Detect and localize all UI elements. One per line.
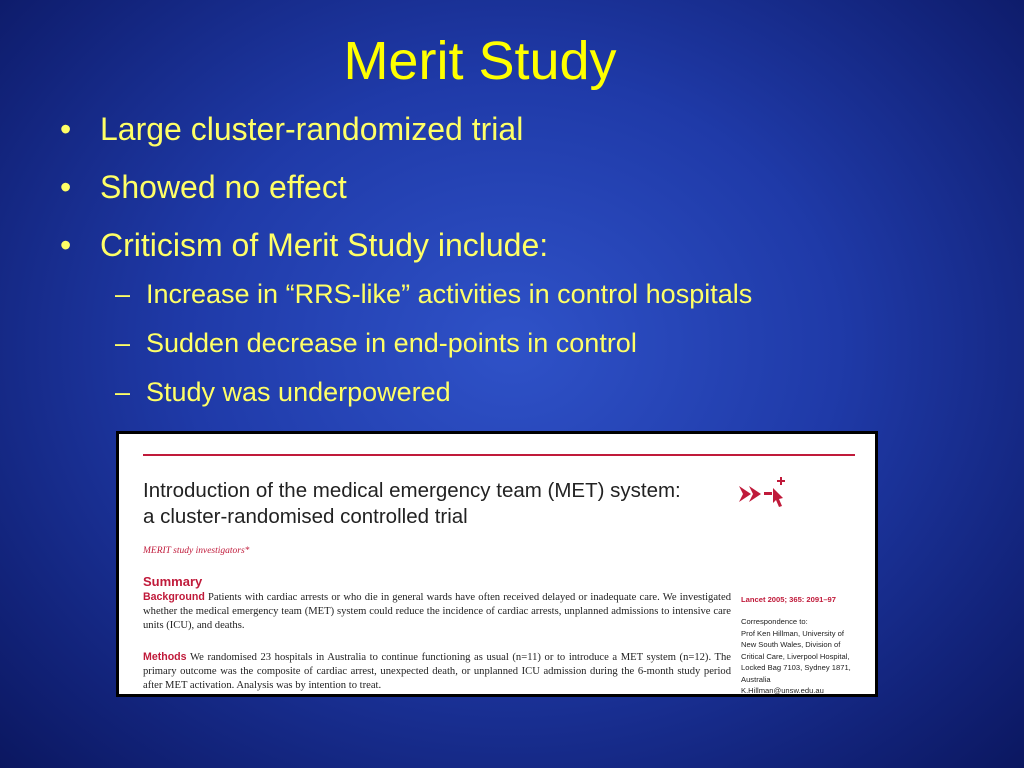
sub-bullet-marker: – (115, 328, 131, 358)
methods-paragraph (143, 650, 731, 693)
background-paragraph (143, 590, 731, 633)
methods-text: We randomised 23 hospitals in Australia to continue functioning as usual (n=11) or to introduce a MET system (n=12). The primary outcome was the composite of cardiac arrest, unexpected death, or unplanned ICU admission during the 6-month study period after MET activation. Analysis was by intention to treat. (143, 652, 731, 691)
lancet-arrow-plus-icon (737, 476, 797, 516)
summary-heading: Summary (143, 574, 203, 589)
bullet-marker: • (60, 227, 72, 263)
paper-title-line1: Introduction of the medical emergency team (MET) system: (143, 479, 681, 502)
sub-bullet-item (60, 376, 960, 408)
bullet-item (60, 168, 960, 206)
correspondence-line: Critical Care, Liverpool Hospital, (741, 651, 850, 661)
bullet-text: Criticism of Merit Study include: (100, 227, 549, 263)
correspondence-line: Correspondence to: (741, 617, 808, 626)
paper-title-line2: a cluster-randomised controlled trial (143, 505, 468, 528)
sub-bullet-text: Study was underpowered (146, 377, 451, 407)
background-text: Patients with cardiac arrests or who die in general wards have often received delayed or inadequate care. We investigated whether the medical emergency team (MET) system could reduce the incidence of cardiac arrests, unplanned admissions to intensive care units (ICU), and deaths. (143, 592, 731, 631)
sub-bullet-text: Increase in “RRS-like” activities in control hospitals (146, 279, 753, 309)
bullet-text: Showed no effect (100, 169, 347, 205)
paper-top-rule (143, 454, 855, 456)
bullet-marker: • (60, 169, 72, 205)
correspondence-line: Locked Bag 7103, Sydney 1871, (741, 663, 851, 672)
methods-heading: Methods (143, 651, 187, 663)
bullet-item (60, 226, 960, 264)
journal-citation: Lancet 2005; 365: 2091–97 (741, 595, 836, 604)
correspondence-line: Prof Ken Hillman, University of (741, 628, 844, 638)
bullet-text: Large cluster-randomized trial (100, 111, 524, 147)
paper-authors: MERIT study investigators* (143, 546, 250, 556)
bullet-list (60, 110, 960, 425)
sub-bullet-text: Sudden decrease in end-points in control (146, 328, 637, 358)
sub-bullet-item (60, 278, 960, 310)
sub-bullet-marker: – (115, 279, 131, 309)
slide-title: Merit Study (343, 31, 617, 91)
bullet-marker: • (60, 111, 72, 147)
paper-excerpt-image (116, 431, 878, 697)
bullet-item (60, 110, 960, 148)
correspondence-block (741, 616, 861, 697)
correspondence-email: K.Hillman@unsw.edu.au (741, 686, 824, 695)
sub-bullet-marker: – (115, 377, 131, 407)
paper-title (143, 478, 733, 530)
correspondence-line: New South Wales, Division of (741, 640, 841, 649)
correspondence-line: Australia (741, 674, 771, 684)
background-heading: Background (143, 591, 205, 603)
sub-bullet-item (60, 327, 960, 359)
